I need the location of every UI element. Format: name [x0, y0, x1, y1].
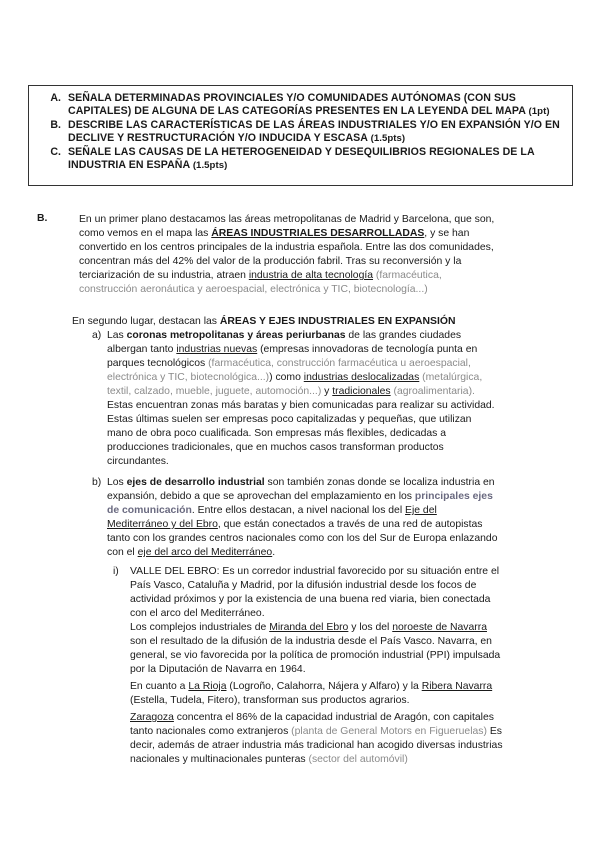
- paragraph-line: nacionales y multinacionales punteras (sector del automóvil): [130, 754, 408, 765]
- highlight-term: Mediterráneo y del Ebro: [107, 519, 218, 530]
- highlight-term: Eje del: [405, 505, 437, 516]
- highlight-term: Ribera Navarra: [421, 681, 493, 692]
- paragraph-line: En segundo lugar, destacan las ÁREAS Y EJES INDUSTRIALES EN EXPANSIÓN: [72, 316, 456, 327]
- paragraph-line: (Estella, Tudela, Fitero), transforman sus productos agrarios.: [130, 695, 410, 706]
- highlight-term: ejes de desarrollo industrial: [126, 477, 265, 488]
- paragraph-line: circundantes.: [107, 456, 169, 467]
- paragraph-line: con el eje del arco del Mediterráneo.: [107, 547, 276, 558]
- question-text: SEÑALA DETERMINADAS PROVINCIALES Y/O COMUNIDADES AUTÓNOMAS (CON SUS CAPITALES) DE ALGUNA DE LAS CATEGORÍAS PRESENTES EN LA LEYENDA DEL MAPA (1pt): [68, 92, 550, 118]
- list-marker: a): [92, 330, 102, 341]
- paragraph-line: En un primer plano destacamos las áreas metropolitanas de Madrid y Barcelona, que son,: [79, 214, 495, 225]
- paragraph-line: decir, además de atraer industria más tradicional han acogido diversas industrias: [130, 740, 503, 751]
- highlight-term: industrias deslocalizadas: [303, 372, 420, 383]
- question-points: (1pt): [528, 106, 550, 118]
- paragraph-line: Los ejes de desarrollo industrial son también zonas donde se localiza industria en: [107, 477, 495, 488]
- paragraph-line: Los complejos industriales de Miranda del Ebro y los del noroeste de Navarra: [130, 622, 487, 633]
- highlight-term: de comunicación: [107, 505, 192, 516]
- highlight-term: industrias nuevas: [176, 344, 258, 355]
- list-marker: i): [113, 566, 119, 577]
- paragraph-line: construcción aeronáutica y aeroespacial, electrónica y TIC, biotecnología...): [79, 284, 428, 295]
- highlight-term: principales ejes: [414, 491, 493, 502]
- paragraph-line: Estas encuentran zonas más baratas y bien comunicadas para realizar su actividad.: [107, 400, 495, 411]
- highlight-term: La Rioja: [188, 681, 227, 692]
- paragraph-line: general, se vio favorecida por la política de promoción industrial (PPI) impulsada: [130, 650, 501, 661]
- paragraph-line: tanto con los grandes centros nacionales como con los del Sur de Europa enlazando: [107, 533, 498, 544]
- paragraph-line: Estas últimas suelen ser empresas poco capitalizadas y pequeñas, que utilizan: [107, 414, 472, 425]
- paragraph-line: actividad próximos y por la existencia de una buena red viaria, bien conectada: [130, 594, 491, 605]
- highlight-term: industria de alta tecnología: [248, 270, 374, 281]
- paragraph-line: tanto nacionales como extranjeros (planta de General Motors en Figueruelas) Es: [130, 726, 502, 737]
- highlight-term: eje del arco del Mediterráneo: [137, 547, 273, 558]
- paragraph-line: por la Diputación de Navarra en 1964.: [130, 664, 306, 675]
- paragraph-line: con el arco del Mediterráneo.: [130, 608, 265, 619]
- list-marker: b): [92, 477, 102, 488]
- paragraph-line: País Vasco, Cataluña y Madrid, por la difusión industrial desde los focos de: [130, 580, 477, 591]
- paragraph-line: En cuanto a La Rioja (Logroño, Calahorra, Nájera y Alfaro) y la Ribera Navarra: [130, 681, 493, 692]
- highlight-term: ÁREAS INDUSTRIALES DESARROLLADAS: [211, 228, 425, 239]
- paragraph-line: terciarización de su industria, atraen industria de alta tecnología (farmacéutica,: [79, 270, 442, 281]
- paragraph-line: Mediterráneo y del Ebro, que están conectados a través de una red de autopistas: [107, 519, 483, 530]
- question-letter: A.: [50, 92, 61, 104]
- paragraph-line: concentran más del 42% del valor de la producción fabril. Tras su reconversión y la: [79, 256, 462, 267]
- paragraph-line: como vemos en el mapa las ÁREAS INDUSTRIALES DESARROLLADAS, y se han: [79, 228, 470, 239]
- question-letter: C.: [50, 145, 61, 158]
- highlight-term: Zaragoza: [130, 712, 174, 723]
- highlight-term: coronas metropolitanas y áreas periurbanas: [126, 330, 346, 341]
- paragraph-line: son el resultado de la difusión de la industria desde el País Vasco. Navarra, en: [130, 636, 492, 647]
- paragraph-line: textil, calzado, mueble, juguete, automoción...) y tradicionales (agroalimentaria).: [107, 386, 475, 397]
- question-text: SEÑALE LAS CAUSAS DE LA HETEROGENEIDAD Y DESEQUILIBRIOS REGIONALES DE LA INDUSTRIA EN ESPAÑA (1.5pts): [68, 145, 535, 172]
- question-text: DESCRIBE LAS CARACTERÍSTICAS DE LAS ÁREAS INDUSTRIALES Y/O EN EXPANSIÓN Y/O EN DECLIVE Y RESTRUCTURACIÓN Y/O INDUCIDA Y ESCASA (1.5pts): [68, 118, 560, 145]
- paragraph-line: Las coronas metropolitanas y áreas periurbanas de las grandes ciudades: [107, 330, 462, 341]
- paragraph-line: Zaragoza concentra el 86% de la capacidad industrial de Aragón, con capitales: [130, 712, 494, 723]
- paragraph-line: albergan tanto industrias nuevas (empresas innovadoras de tecnología punta en: [107, 344, 478, 355]
- paragraph-line: mano de obra poco cualificada. Son empresas más flexibles, dedicadas a: [107, 428, 447, 439]
- question-points: (1.5pts): [192, 160, 228, 172]
- highlight-term: tradicionales: [332, 386, 391, 397]
- highlight-term: ÁREAS Y EJES INDUSTRIALES EN EXPANSIÓN: [219, 316, 456, 327]
- paragraph-line: convertido en los centros principales de la industria española. Entre las dos comunidades,: [79, 242, 494, 253]
- highlight-term: Miranda del Ebro: [269, 622, 349, 633]
- highlight-term: noroeste de Navarra: [392, 622, 487, 633]
- answer-label: B.: [37, 213, 48, 224]
- question-letter: B.: [50, 118, 61, 131]
- paragraph-line: VALLE DEL EBRO: Es un corredor industrial favorecido por su situación entre el: [130, 566, 500, 577]
- paragraph-line: de comunicación. Entre ellos destacan, a nivel nacional los del Eje del: [107, 505, 437, 516]
- question-points: (1.5pts): [370, 133, 406, 145]
- paragraph-line: electrónica y TIC, biotecnológica...)) como industrias deslocalizadas (metalúrgica,: [107, 372, 483, 383]
- paragraph-line: producciones tradicionales, que en muchos casos transforman productos: [107, 442, 444, 453]
- paragraph-line: parques tecnológicos (farmacéutica, construcción farmacéutica u aeroespacial,: [107, 358, 471, 369]
- paragraph-line: expansión, debido a que se aprovechan del emplazamiento en los principales ejes: [107, 491, 493, 502]
